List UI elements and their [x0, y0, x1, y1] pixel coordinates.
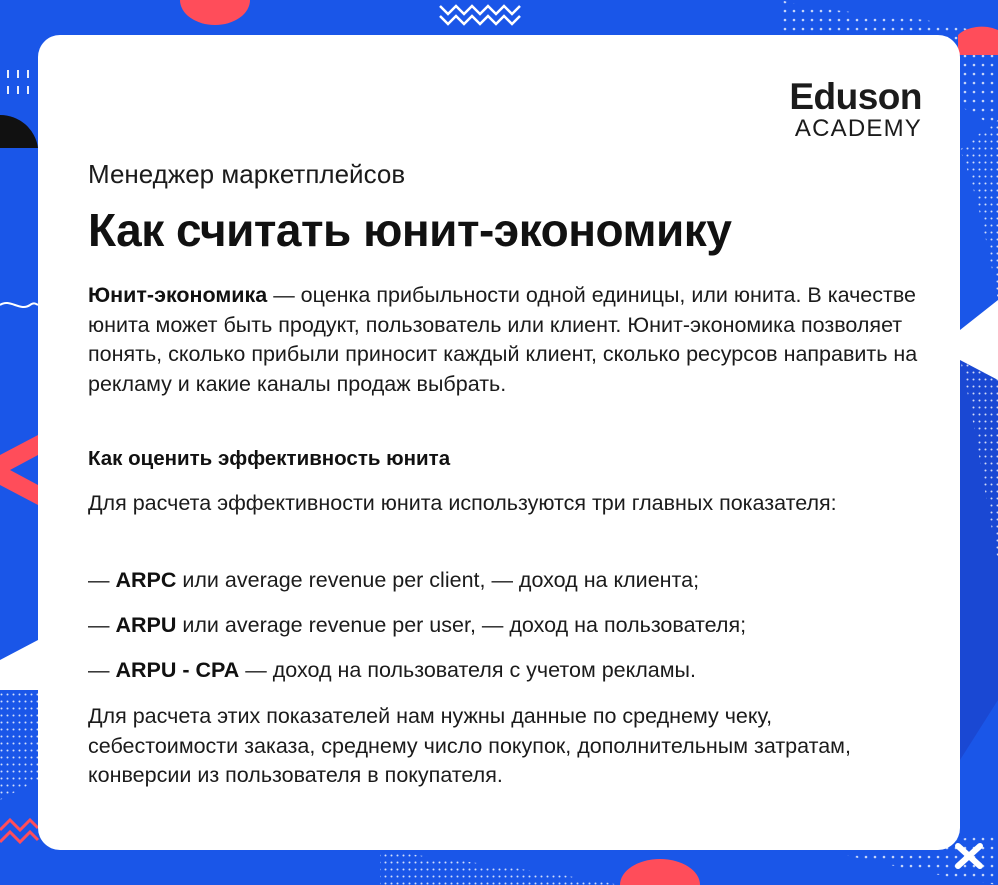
metric-item [88, 566, 918, 596]
metric-dash: — [88, 613, 116, 637]
metric-dash: — [88, 658, 116, 682]
metric-term: ARPU [115, 613, 177, 637]
metric-text: или average revenue per client, — доход на клиента; [176, 568, 700, 592]
intro-text: — оценка прибыльности одной единицы, или юнита. В качестве юнита может быть продукт, пользователь или клиент. Юнит-экономика позволяет понять, сколько прибыли приносит каждый клиент, сколько ресурсов направить на рекламу и какие каналы продаж выбрать. [88, 283, 918, 396]
intro-paragraph [88, 281, 918, 399]
section-lead: Для расчета эффективности юнита используются три главных показателя: [88, 491, 837, 515]
metric-term: ARPC [115, 568, 177, 592]
metric-dash: — [88, 568, 116, 592]
page-title: Как считать юнит-экономику [88, 204, 732, 256]
metric-text: — доход на пользователя с учетом рекламы. [239, 658, 696, 682]
eduson-academy-logo [789, 78, 922, 141]
metric-text: или average revenue per user, — доход на пользователя; [176, 613, 747, 637]
logo-wordmark: Eduson [789, 76, 922, 117]
logo-subtitle: ACADEMY [794, 115, 922, 142]
intro-term: Юнит-экономика [88, 283, 268, 307]
closing-paragraph: Для расчета этих показателей нам нужны данные по среднему чеку, себестоимости заказа, среднему число покупок, дополнительным затратам, конверсии из пользователя в покупателя. [88, 704, 851, 787]
metric-item [88, 611, 918, 641]
section-heading: Как оценить эффективность юнита [88, 447, 451, 470]
content-card [38, 35, 960, 850]
metric-item [88, 656, 918, 686]
metric-term: ARPU - CPA [115, 658, 240, 682]
page-subtitle: Менеджер маркетплейсов [88, 159, 406, 189]
